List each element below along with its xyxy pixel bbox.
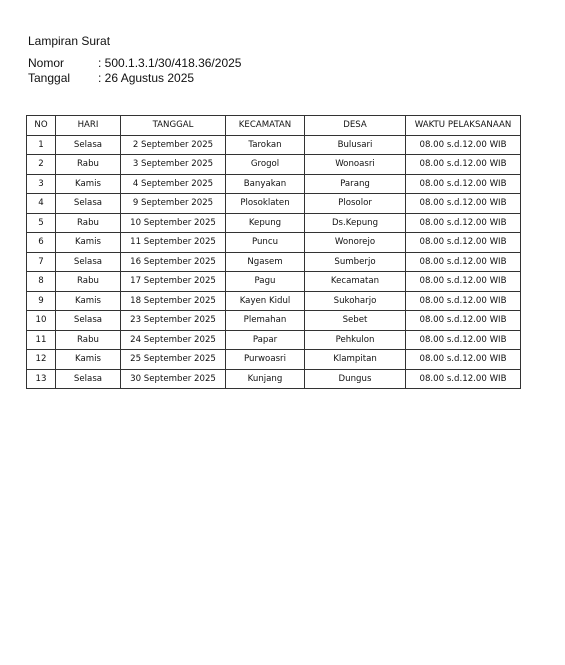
cell-hari: Kamis	[56, 350, 121, 370]
cell-no: 3	[27, 174, 56, 194]
cell-kecamatan: Grogol	[226, 155, 305, 175]
header-kecamatan: KECAMATAN	[226, 116, 305, 136]
cell-waktu: 08.00 s.d.12.00 WIB	[406, 233, 521, 253]
cell-no: 12	[27, 350, 56, 370]
tanggal-label: Tanggal	[28, 71, 71, 85]
cell-tanggal: 3 September 2025	[121, 155, 226, 175]
cell-hari: Kamis	[56, 233, 121, 253]
table-row	[27, 135, 521, 155]
cell-no: 1	[27, 135, 56, 155]
cell-hari: Rabu	[56, 213, 121, 233]
cell-tanggal: 18 September 2025	[121, 291, 226, 311]
cell-desa: Klampitan	[305, 350, 406, 370]
cell-tanggal: 17 September 2025	[121, 272, 226, 292]
cell-waktu: 08.00 s.d.12.00 WIB	[406, 369, 521, 389]
cell-hari: Kamis	[56, 291, 121, 311]
tanggal-line	[28, 71, 194, 85]
cell-no: 10	[27, 311, 56, 331]
cell-tanggal: 2 September 2025	[121, 135, 226, 155]
cell-desa: Wonoasri	[305, 155, 406, 175]
cell-desa: Sukoharjo	[305, 291, 406, 311]
header-waktu: WAKTU PELAKSANAAN	[406, 116, 521, 136]
document-title: Lampiran Surat	[28, 34, 111, 48]
cell-tanggal: 24 September 2025	[121, 330, 226, 350]
cell-waktu: 08.00 s.d.12.00 WIB	[406, 194, 521, 214]
cell-no: 8	[27, 272, 56, 292]
tanggal-value: : 26 Agustus 2025	[98, 71, 195, 85]
cell-kecamatan: Banyakan	[226, 174, 305, 194]
schedule-table	[26, 115, 521, 389]
cell-desa: Sumberjo	[305, 252, 406, 272]
cell-no: 4	[27, 194, 56, 214]
header-row	[27, 116, 521, 136]
cell-tanggal: 11 September 2025	[121, 233, 226, 253]
cell-tanggal: 25 September 2025	[121, 350, 226, 370]
header-no: NO	[27, 116, 56, 136]
cell-hari: Selasa	[56, 369, 121, 389]
cell-desa: Sebet	[305, 311, 406, 331]
table-row	[27, 330, 521, 350]
cell-kecamatan: Plosoklaten	[226, 194, 305, 214]
cell-waktu: 08.00 s.d.12.00 WIB	[406, 252, 521, 272]
header-hari: HARI	[56, 116, 121, 136]
table-row	[27, 252, 521, 272]
table-row	[27, 272, 521, 292]
cell-no: 6	[27, 233, 56, 253]
cell-hari: Selasa	[56, 194, 121, 214]
cell-waktu: 08.00 s.d.12.00 WIB	[406, 155, 521, 175]
table-row	[27, 369, 521, 389]
cell-desa: Ds.Kepung	[305, 213, 406, 233]
nomor-line	[28, 56, 241, 70]
cell-hari: Selasa	[56, 135, 121, 155]
header-tanggal: TANGGAL	[121, 116, 226, 136]
table-row	[27, 291, 521, 311]
cell-kecamatan: Purwoasri	[226, 350, 305, 370]
cell-desa: Wonorejo	[305, 233, 406, 253]
cell-waktu: 08.00 s.d.12.00 WIB	[406, 330, 521, 350]
cell-no: 5	[27, 213, 56, 233]
table-row	[27, 194, 521, 214]
cell-hari: Kamis	[56, 174, 121, 194]
cell-kecamatan: Ngasem	[226, 252, 305, 272]
cell-kecamatan: Kunjang	[226, 369, 305, 389]
cell-hari: Selasa	[56, 252, 121, 272]
nomor-value: : 500.1.3.1/30/418.36/2025	[98, 56, 242, 70]
cell-kecamatan: Tarokan	[226, 135, 305, 155]
cell-hari: Rabu	[56, 155, 121, 175]
cell-tanggal: 16 September 2025	[121, 252, 226, 272]
cell-tanggal: 4 September 2025	[121, 174, 226, 194]
cell-hari: Selasa	[56, 311, 121, 331]
cell-hari: Rabu	[56, 272, 121, 292]
cell-desa: Kecamatan	[305, 272, 406, 292]
table-row	[27, 174, 521, 194]
table-row	[27, 233, 521, 253]
table-row	[27, 213, 521, 233]
cell-tanggal: 30 September 2025	[121, 369, 226, 389]
cell-kecamatan: Kepung	[226, 213, 305, 233]
table-row	[27, 350, 521, 370]
cell-hari: Rabu	[56, 330, 121, 350]
cell-kecamatan: Papar	[226, 330, 305, 350]
cell-no: 2	[27, 155, 56, 175]
cell-waktu: 08.00 s.d.12.00 WIB	[406, 213, 521, 233]
cell-kecamatan: Plemahan	[226, 311, 305, 331]
cell-waktu: 08.00 s.d.12.00 WIB	[406, 350, 521, 370]
cell-waktu: 08.00 s.d.12.00 WIB	[406, 135, 521, 155]
cell-desa: Pehkulon	[305, 330, 406, 350]
schedule-table-body	[27, 135, 521, 389]
nomor-label: Nomor	[28, 56, 65, 70]
cell-waktu: 08.00 s.d.12.00 WIB	[406, 291, 521, 311]
cell-no: 11	[27, 330, 56, 350]
cell-waktu: 08.00 s.d.12.00 WIB	[406, 174, 521, 194]
cell-tanggal: 9 September 2025	[121, 194, 226, 214]
cell-waktu: 08.00 s.d.12.00 WIB	[406, 272, 521, 292]
cell-desa: Plosolor	[305, 194, 406, 214]
cell-kecamatan: Puncu	[226, 233, 305, 253]
schedule-table-header	[27, 116, 521, 136]
table-row	[27, 311, 521, 331]
cell-desa: Parang	[305, 174, 406, 194]
cell-kecamatan: Pagu	[226, 272, 305, 292]
header-desa: DESA	[305, 116, 406, 136]
cell-tanggal: 10 September 2025	[121, 213, 226, 233]
cell-no: 13	[27, 369, 56, 389]
cell-desa: Bulusari	[305, 135, 406, 155]
cell-kecamatan: Kayen Kidul	[226, 291, 305, 311]
table-row	[27, 155, 521, 175]
cell-no: 7	[27, 252, 56, 272]
cell-waktu: 08.00 s.d.12.00 WIB	[406, 311, 521, 331]
cell-tanggal: 23 September 2025	[121, 311, 226, 331]
cell-desa: Dungus	[305, 369, 406, 389]
cell-no: 9	[27, 291, 56, 311]
